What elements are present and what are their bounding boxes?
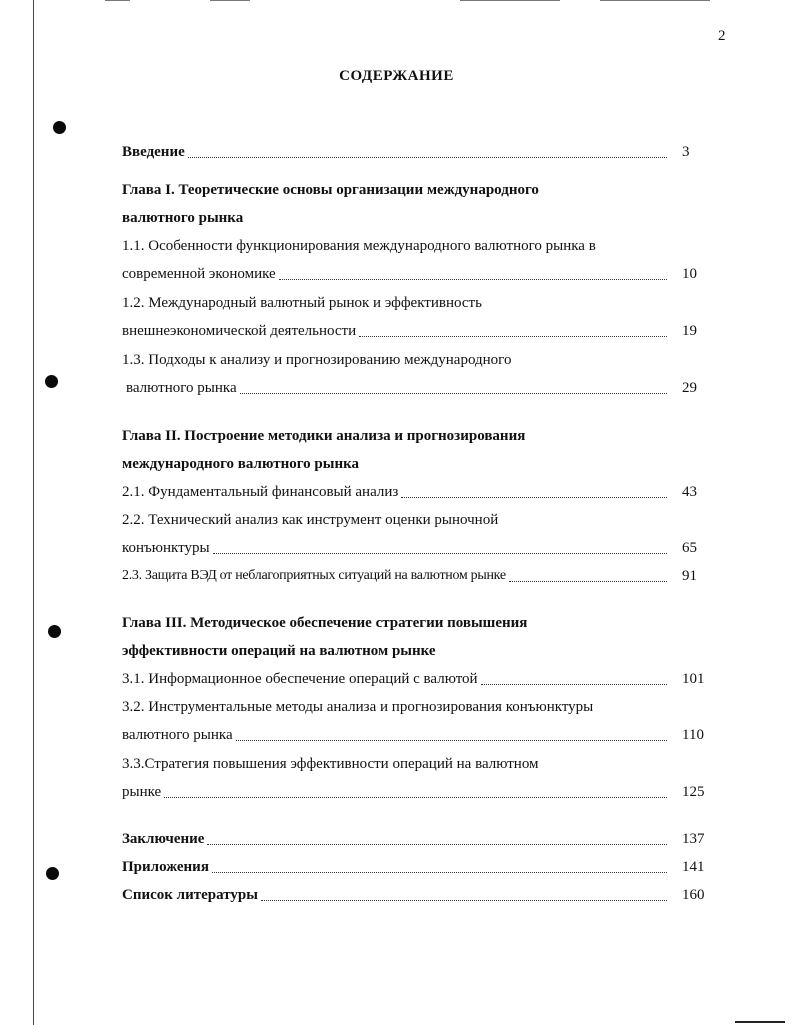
toc-entry-1-1[interactable] (122, 265, 667, 283)
toc-page-number: 125 (682, 784, 705, 800)
toc-entry-label: Список литературы (122, 887, 258, 903)
toc-entry-2-2[interactable]: 2.2. Технический анализ как инструмент оценки рыночной (122, 512, 499, 528)
toc-page-number: 141 (682, 859, 705, 875)
toc-entry-3-2[interactable]: 3.2. Инструментальные методы анализа и прогнозирования конъюнктуры (122, 699, 594, 715)
toc-entry-appendices[interactable] (122, 858, 667, 876)
dot-leader (509, 570, 667, 582)
dot-leader (212, 861, 667, 873)
toc-entry-label: 2.1. Фундаментальный финансовый анализ (122, 484, 399, 500)
chapter-1-title: Глава I. Теоретические основы организации международного (122, 182, 539, 198)
toc-entry-label: валютного рынка (122, 727, 233, 743)
toc-entry-3-3[interactable] (122, 783, 667, 801)
scan-bottom-mark (735, 1021, 785, 1023)
toc-page-number: 91 (682, 568, 697, 584)
binder-hole (48, 625, 61, 638)
toc-page-number: 160 (682, 887, 705, 903)
toc-entry-label: внешнеэкономической деятельности (122, 323, 357, 339)
toc-entry-1-1[interactable]: 1.1. Особенности функционирования международного валютного рынка в (122, 238, 596, 254)
dot-leader (213, 542, 667, 554)
chapter-3-title: эффективности операций на валютном рынке (122, 643, 436, 659)
dot-leader (261, 889, 667, 901)
toc-entry-3-2[interactable] (122, 726, 667, 744)
toc-entry-2-2[interactable] (122, 539, 667, 557)
toc-entry-1-3[interactable]: 1.3. Подходы к анализу и прогнозированию международного (122, 352, 512, 368)
scan-top-mark (105, 0, 130, 1)
toc-page-number: 101 (682, 671, 705, 687)
dot-leader (401, 486, 667, 498)
toc-entry-1-3[interactable] (122, 379, 667, 397)
toc-entry-references[interactable] (122, 886, 667, 904)
toc-entry-label: конъюнктуры (122, 540, 210, 556)
scan-top-mark (210, 0, 250, 1)
scan-top-mark (460, 0, 560, 1)
toc-entry-label: 2.3. Защита ВЭД от неблагоприятных ситуаций на валютном рынке (122, 568, 506, 583)
dot-leader (164, 786, 667, 798)
page-number: 2 (718, 28, 726, 44)
toc-entry-label: Заключение (122, 831, 205, 847)
toc-page-number: 43 (682, 484, 697, 500)
toc-entry-1-2[interactable]: 1.2. Международный валютный рынок и эффективность (122, 295, 482, 311)
toc-page-number: 10 (682, 266, 697, 282)
toc-entry-label: 3.1. Информационное обеспечение операций с валютой (122, 671, 478, 687)
toc-entry-2-3[interactable] (122, 567, 667, 585)
toc-entry-intro[interactable] (122, 143, 667, 161)
chapter-2-title: международного валютного рынка (122, 456, 360, 472)
toc-page-number: 29 (682, 380, 697, 396)
toc-entry-3-1[interactable] (122, 670, 667, 688)
dot-leader (359, 325, 667, 337)
toc-entry-label: современной экономике (122, 266, 276, 282)
dot-leader (207, 833, 667, 845)
toc-page-number: 3 (682, 144, 690, 160)
toc-entry-label: Приложения (122, 859, 209, 875)
binder-hole (53, 121, 66, 134)
toc-entry-label: рынке (122, 784, 162, 800)
toc-entry-label: валютного рынка (126, 380, 237, 396)
toc-entry-2-1[interactable] (122, 483, 667, 501)
dot-leader (188, 146, 667, 158)
dot-leader (279, 268, 667, 280)
toc-entry-conclusion[interactable] (122, 830, 667, 848)
dot-leader (481, 673, 667, 685)
toc-page-number: 110 (682, 727, 704, 743)
binder-hole (45, 375, 58, 388)
dot-leader (240, 382, 667, 394)
scan-margin-line (33, 0, 34, 1025)
toc-page-number: 65 (682, 540, 697, 556)
chapter-3-title: Глава III. Методическое обеспечение стратегии повышения (122, 615, 528, 631)
toc-page-number: 19 (682, 323, 697, 339)
toc-page-number: 137 (682, 831, 705, 847)
toc-entry-label: Введение (122, 144, 185, 160)
toc-entry-1-2[interactable] (122, 322, 667, 340)
scan-top-mark (600, 0, 710, 1)
chapter-2-title: Глава II. Построение методики анализа и прогнозирования (122, 428, 526, 444)
chapter-1-title: валютного рынка (122, 210, 244, 226)
page-title: СОДЕРЖАНИЕ (339, 68, 454, 84)
dot-leader (236, 729, 667, 741)
binder-hole (46, 867, 59, 880)
toc-entry-3-3[interactable]: 3.3.Стратегия повышения эффективности операций на валютном (122, 756, 539, 772)
